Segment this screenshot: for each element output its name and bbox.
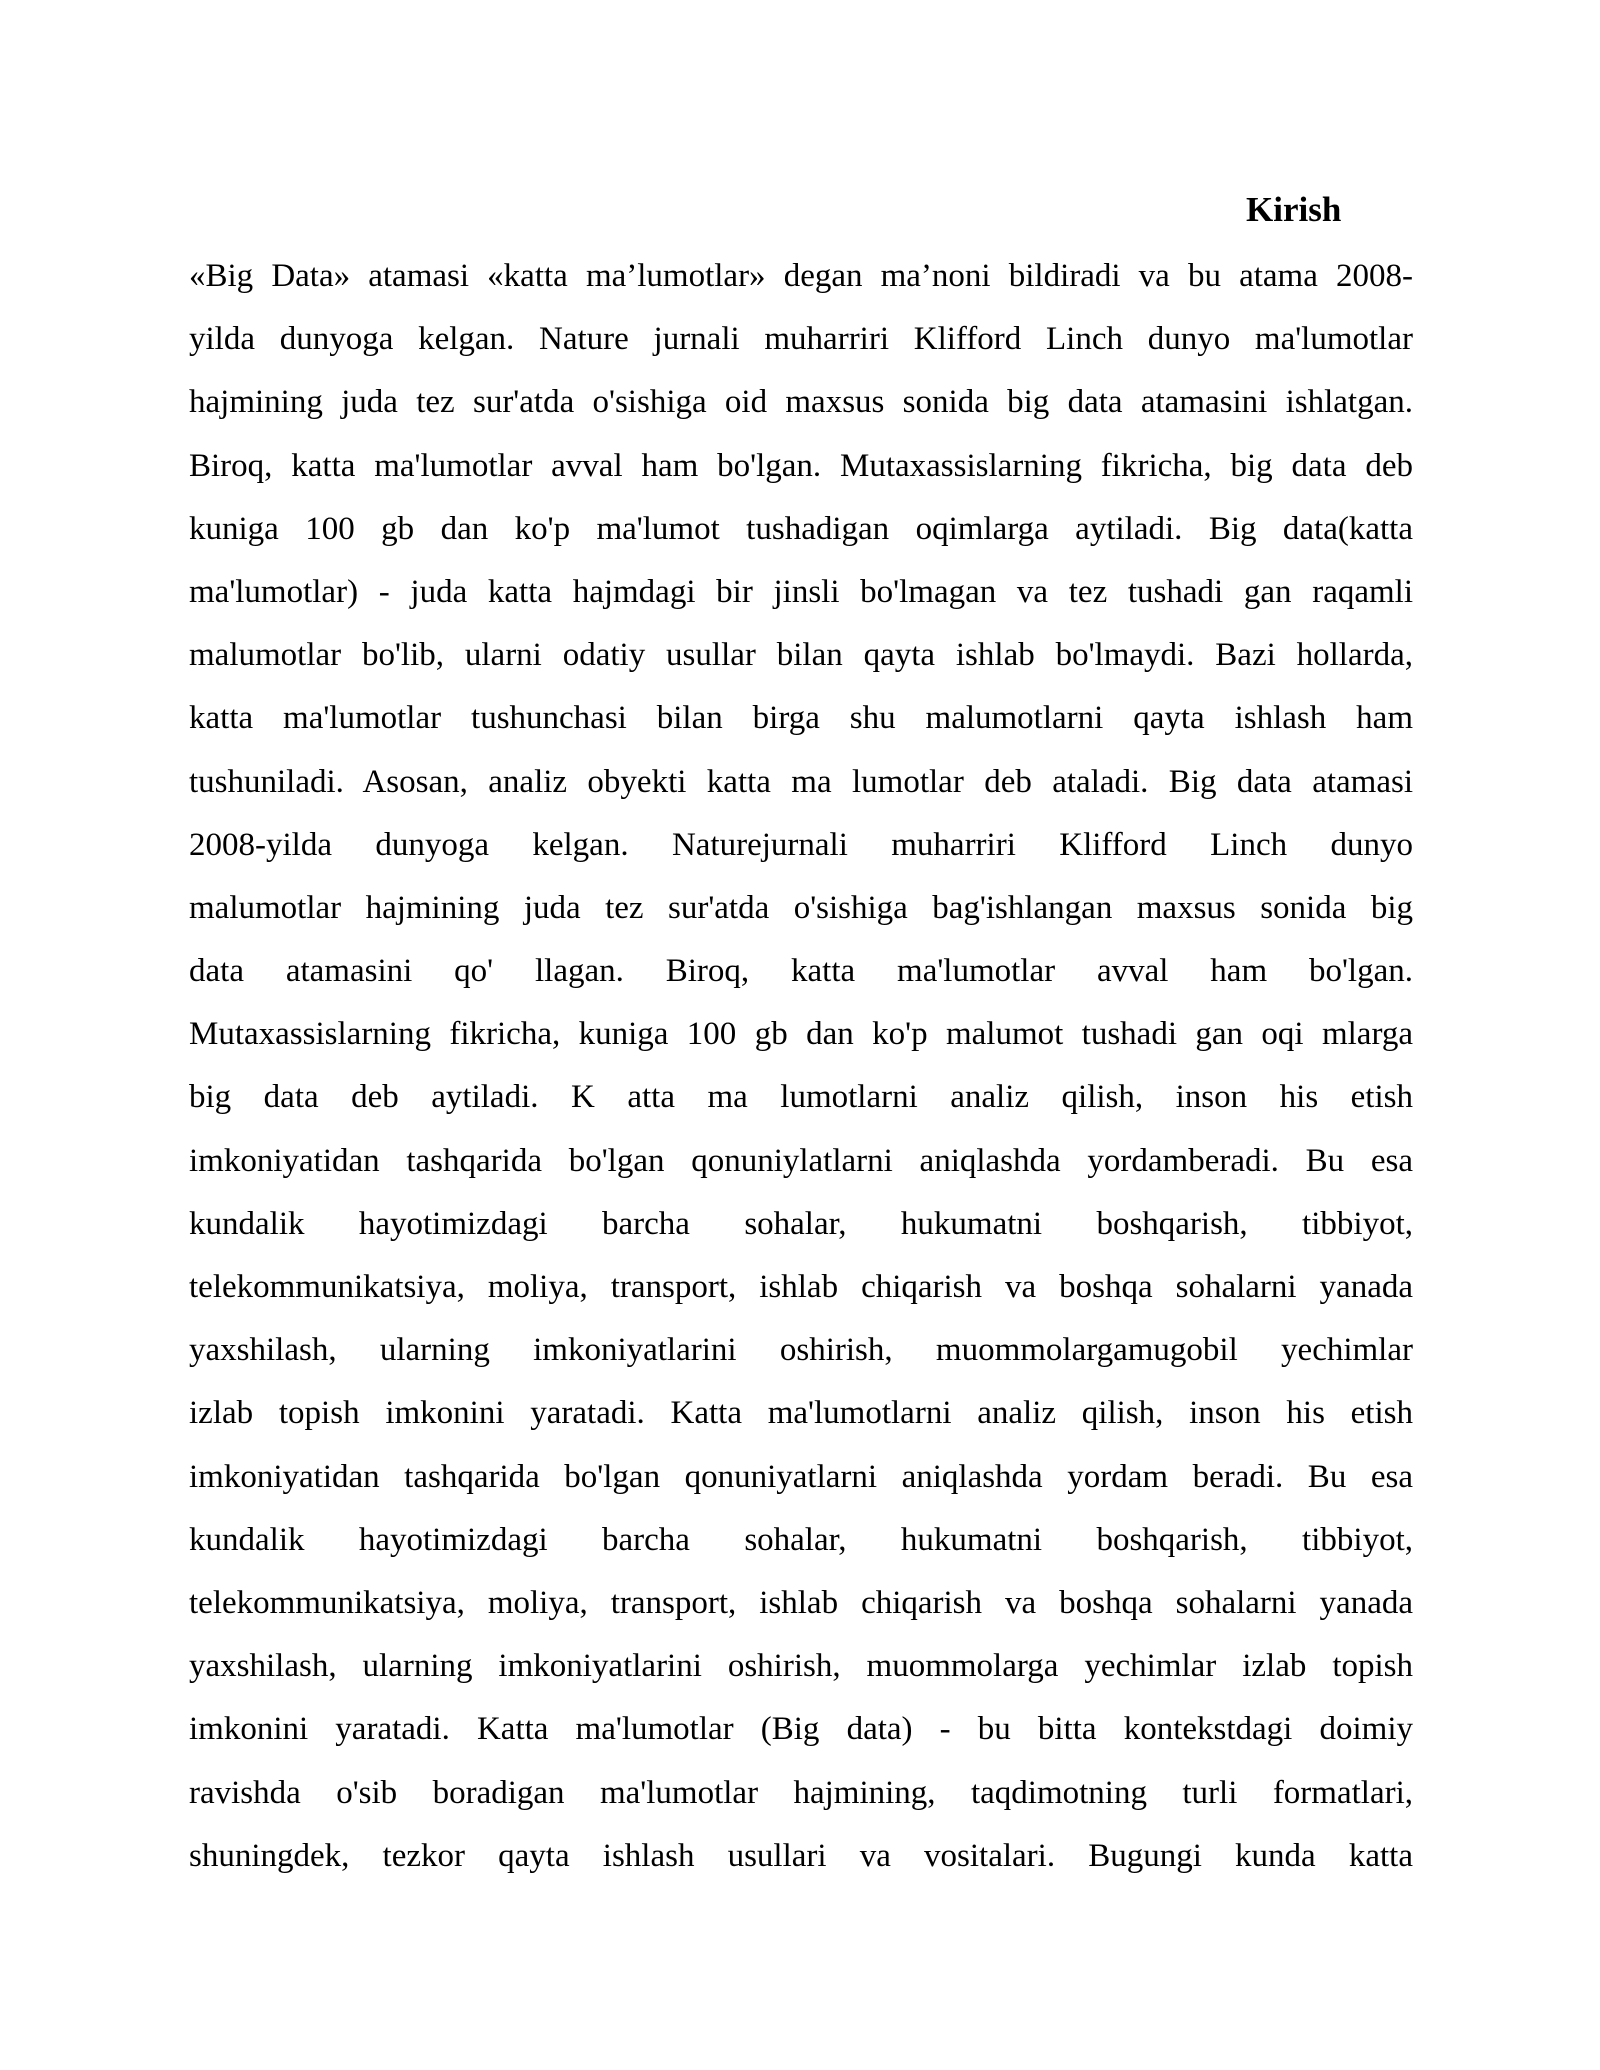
text-line: imkoniyatidan tashqarida bo'lgan qonuniylatlarni aniqlashda yordamberadi. Bu esa [189, 1142, 1413, 1179]
text-line: shuningdek, tezkor qayta ishlash usullari va vositalari. Bugungi kunda katta [189, 1837, 1413, 1874]
text-line: izlab topish imkonini yaratadi. Katta ma'lumotlarni analiz qilish, inson his etish [189, 1395, 1413, 1432]
body-paragraph [189, 245, 1413, 1888]
text-line: malumotlar hajmining juda tez sur'atda o'sishiga bag'ishlangan maxsus sonida big [189, 889, 1413, 926]
section-heading: Kirish [1246, 190, 1342, 229]
text-line: data atamasini qo' llagan. Biroq, katta ma'lumotlar avval ham bo'lgan. [189, 953, 1413, 990]
text-line: tushuniladi. Asosan, analiz obyekti katta ma lumotlar deb ataladi. Big data atamasi [189, 763, 1413, 800]
text-line: telekommunikatsiya, moliya, transport, ishlab chiqarish va boshqa sohalarni yanada [189, 1584, 1413, 1621]
text-line: kuniga 100 gb dan ko'p ma'lumot tushadigan oqimlarga aytiladi. Big data(katta [189, 510, 1413, 547]
text-line: 2008-yilda dunyoga kelgan. Naturejurnali muharriri Klifford Linch dunyo [189, 826, 1413, 863]
text-line: hajmining juda tez sur'atda o'sishiga oid maxsus sonida big data atamasini ishlatgan. [189, 384, 1413, 421]
text-line: Mutaxassislarning fikricha, kuniga 100 gb dan ko'p malumot tushadi gan oqi mlarga [189, 1016, 1413, 1053]
text-line: kundalik hayotimizdagi barcha sohalar, hukumatni boshqarish, tibbiyot, [189, 1521, 1413, 1558]
text-line: telekommunikatsiya, moliya, transport, ishlab chiqarish va boshqa sohalarni yanada [189, 1269, 1413, 1305]
text-line: yaxshilash, ularning imkoniyatlarini oshirish, muommolargamugobil yechimlar [189, 1332, 1413, 1369]
text-line: imkonini yaratadi. Katta ma'lumotlar (Big data) - bu bitta kontekstdagi doimiy [189, 1711, 1413, 1748]
text-line: «Big Data» atamasi «katta ma’lumotlar» degan ma’noni bildiradi va bu atama 2008- [189, 258, 1413, 294]
text-line: imkoniyatidan tashqarida bo'lgan qonuniyatlarni aniqlashda yordam beradi. Bu esa [189, 1458, 1413, 1495]
text-line: Biroq, katta ma'lumotlar avval ham bo'lgan. Mutaxassislarning fikricha, big data deb [189, 447, 1413, 484]
text-line: yilda dunyoga kelgan. Nature jurnali muharriri Klifford Linch dunyo ma'lumotlar [189, 321, 1413, 358]
text-line: ma'lumotlar) - juda katta hajmdagi bir jinsli bo'lmagan va tez tushadi gan raqamli [189, 573, 1413, 610]
text-line: katta ma'lumotlar tushunchasi bilan birga shu malumotlarni qayta ishlash ham [189, 700, 1413, 737]
text-line: big data deb aytiladi. K atta ma lumotlarni analiz qilish, inson his etish [189, 1079, 1413, 1116]
text-line: ravishda o'sib boradigan ma'lumotlar hajmining, taqdimotning turli formatlari, [189, 1774, 1413, 1811]
text-line: kundalik hayotimizdagi barcha sohalar, hukumatni boshqarish, tibbiyot, [189, 1205, 1413, 1242]
text-line: malumotlar bo'lib, ularni odatiy usullar bilan qayta ishlab bo'lmaydi. Bazi hollarda, [189, 637, 1413, 674]
text-line: yaxshilash, ularning imkoniyatlarini oshirish, muommolarga yechimlar izlab topish [189, 1648, 1413, 1685]
